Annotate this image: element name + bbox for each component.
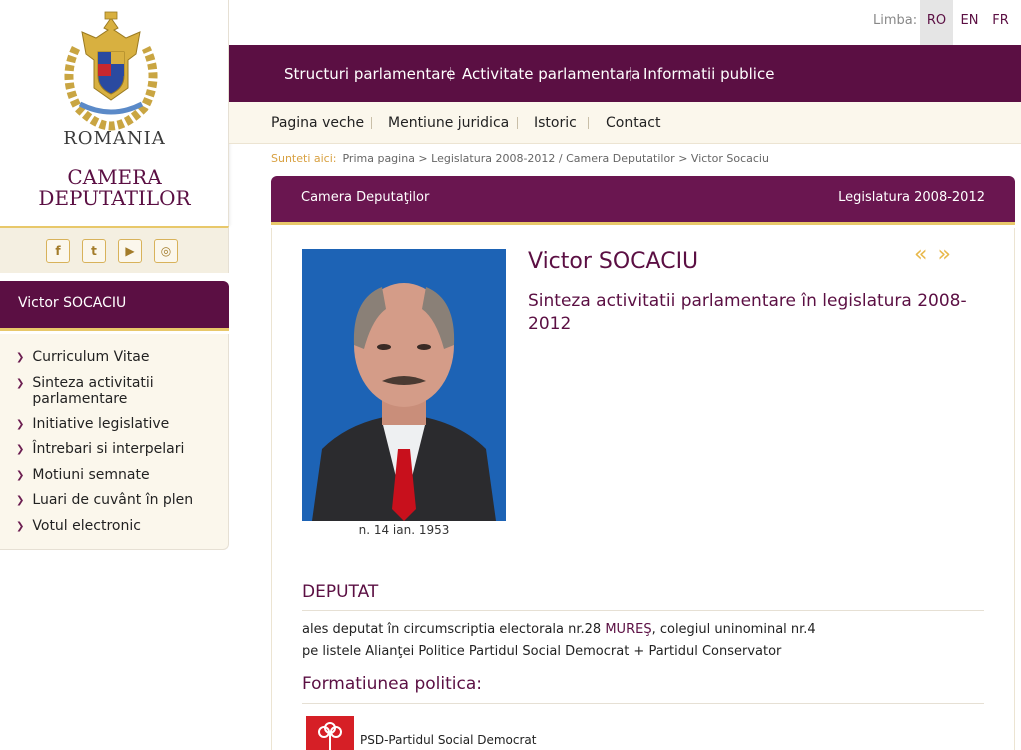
deputy-photo (302, 249, 506, 521)
instagram-icon[interactable]: ◎ (154, 239, 178, 263)
election-info (302, 622, 816, 637)
language-bar (229, 0, 1021, 45)
social-bar (0, 226, 229, 273)
party-name[interactable]: PSD-Partidul Social Democrat (360, 733, 537, 747)
subnav-divider (588, 117, 589, 129)
subnav-mentiune[interactable]: Mentiune juridica (388, 115, 510, 131)
coat-of-arms-icon (56, 8, 166, 132)
chevron-right-icon: ❯ (16, 352, 25, 363)
lang-ro[interactable]: RO (920, 0, 953, 45)
facebook-icon[interactable]: f (46, 239, 70, 263)
birth-date: n. 14 ian. 1953 (358, 523, 450, 537)
nav-activitate[interactable]: Activitate parlamentara (462, 65, 641, 83)
deputy-section-title: DEPUTAT (302, 582, 379, 602)
profile-navigation (914, 242, 961, 267)
sidebar-menu (0, 334, 229, 550)
sidebar-item-intrebari[interactable] (16, 441, 221, 458)
sidebar-item-sinteza[interactable] (16, 375, 221, 407)
sidebar-item-curriculum[interactable] (16, 349, 221, 366)
rose-icon (306, 716, 354, 750)
panel-title: Camera Deputaţilor (301, 190, 430, 205)
sidebar-item-label: Întrebari si interpelari (32, 441, 185, 457)
deputy-name: Victor SOCACIU (528, 249, 699, 274)
member-name: Victor SOCACIU (18, 295, 127, 311)
sub-nav (229, 102, 1021, 144)
party-logo[interactable] (306, 716, 354, 750)
portrait-icon (302, 249, 506, 521)
chevron-right-icon: ❯ (16, 470, 25, 481)
sidebar-item-label: Luari de cuvânt în plen (32, 492, 194, 508)
county-link[interactable]: MUREŞ (605, 622, 652, 637)
subnav-pagina-veche[interactable]: Pagina veche (271, 115, 365, 131)
main-nav (229, 45, 1021, 102)
logo-institution-line1: CAMERA (67, 165, 162, 189)
sidebar-item-label: Sinteza activitatii parlamentare (32, 375, 154, 407)
sidebar-item-label: Curriculum Vitae (32, 349, 150, 365)
election-prefix: ales deputat în circumscriptia electorala nr.28 (302, 622, 606, 637)
panel-legislature: Legislatura 2008-2012 (838, 190, 985, 205)
section-divider (302, 610, 984, 611)
sidebar-item-initiative[interactable] (16, 416, 221, 433)
breadcrumb-path[interactable]: Prima pagina > Legislatura 2008-2012 / Camera Deputatilor > Victor Socaciu (342, 152, 769, 165)
sidebar-item-vot[interactable] (16, 518, 221, 535)
breadcrumb (271, 152, 769, 165)
subnav-istoric[interactable]: Istoric (534, 115, 577, 131)
previous-arrow-icon[interactable]: « (914, 242, 938, 267)
language-label: Limba: (873, 13, 918, 28)
chevron-right-icon: ❯ (16, 444, 25, 455)
sidebar-item-label: Motiuni semnate (32, 467, 150, 483)
election-list: pe listele Alianţei Politice Partidul Social Democrat + Partidul Conservator (302, 644, 782, 659)
subnav-divider (371, 117, 372, 129)
subnav-contact[interactable]: Contact (606, 115, 661, 131)
chevron-right-icon: ❯ (16, 521, 25, 532)
subnav-divider (517, 117, 518, 129)
sidebar-item-label: Initiative legislative (32, 416, 170, 432)
lang-fr[interactable]: FR (992, 13, 1009, 28)
sidebar-item-motiuni[interactable] (16, 467, 221, 484)
logo-country: ROMANIA (63, 128, 166, 149)
sidebar-item-label: Votul electronic (32, 518, 141, 534)
sidebar-item-luari[interactable] (16, 492, 221, 509)
nav-divider (630, 67, 631, 81)
member-name-tab (0, 281, 229, 331)
panel-header (271, 176, 1015, 225)
logo-institution-line2: DEPUTATILOR (38, 186, 191, 210)
next-arrow-icon[interactable]: » (937, 242, 961, 267)
chevron-right-icon: ❯ (16, 378, 25, 389)
chevron-right-icon: ❯ (16, 495, 25, 506)
nav-structuri[interactable]: Structuri parlamentare (284, 65, 456, 83)
logo-institution (0, 167, 229, 209)
left-column (0, 0, 229, 750)
political-section-title: Formatiunea politica: (302, 674, 482, 694)
election-suffix: , colegiul uninominal nr.4 (651, 622, 816, 637)
lang-en[interactable]: EN (960, 13, 979, 28)
nav-informatii[interactable]: Informatii publice (643, 65, 775, 83)
nav-divider (450, 67, 451, 81)
site-logo[interactable] (0, 0, 229, 226)
chevron-right-icon: ❯ (16, 419, 25, 430)
youtube-icon[interactable]: ▶ (118, 239, 142, 263)
synthesis-title: Sinteza activitatii parlamentare în legislatura 2008-2012 (528, 291, 967, 334)
section-divider (302, 703, 984, 704)
twitter-icon[interactable]: t (82, 239, 106, 263)
breadcrumb-label: Sunteti aici: (271, 152, 337, 165)
